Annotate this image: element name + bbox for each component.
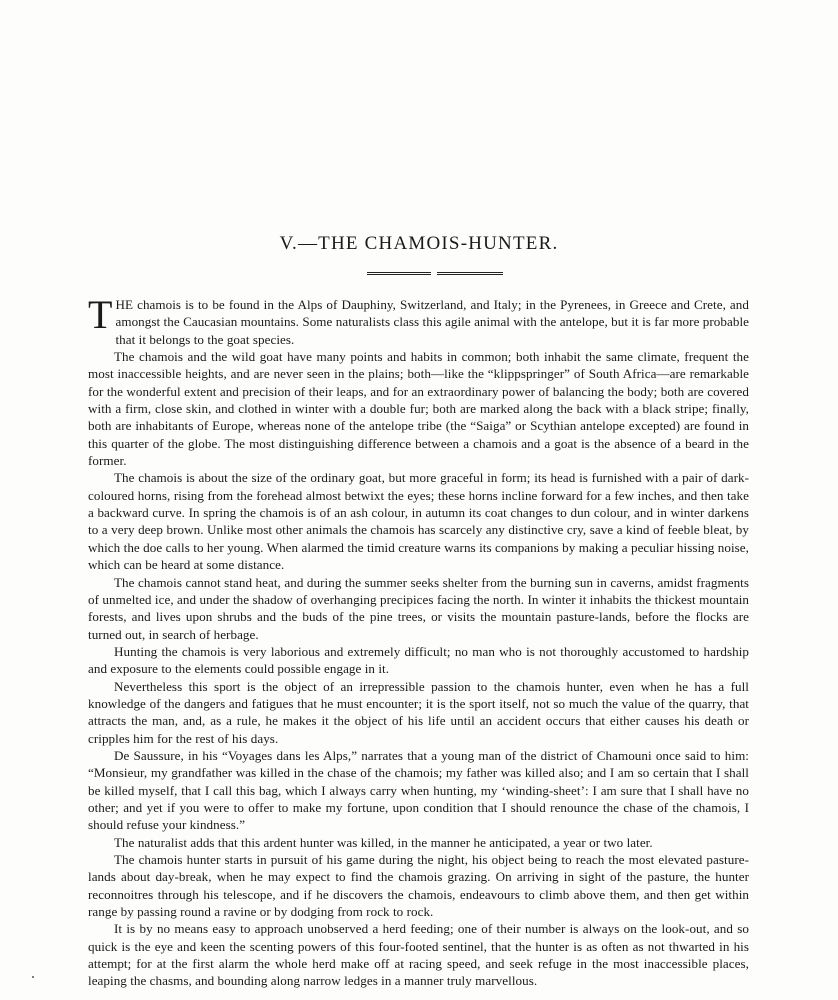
paragraph-10: It is by no means easy to approach unobserved a herd feeding; one of their number is always on the look-out, and so quick is the eye and keen the scenting powers of this four-footed sentinel, that the hunter is as often as not thwarted in his attempt; for at the first alarm the whole herd make off at racing speed, and seek refuge in the most inaccessible places, leaping the chasms, and bounding along narrow ledges in a manner truly marvellous. bbox=[88, 921, 749, 989]
paragraph-7: De Saussure, in his “Voyages dans les Alps,” narrates that a young man of the district of Chamouni once said to him: “Monsieur, my grandfather was killed in the chase of the chamois; my father was killed also; and I am so certain that I shall be killed myself, that I call this bag, which I always carry when hunting, my ‘winding-sheet’: I am sure that I shall have no other; and yet if you were to offer to make my fortune, upon condition that I should renounce the chase of the chamois, I should refuse your kindness.” bbox=[88, 747, 749, 833]
paragraph-2: The chamois and the wild goat have many points and habits in common; both inhabit the same climate, frequent the most inaccessible heights, and are never seen in the plains; both—like the “klippspringer” of South Africa—are remarkable for the wonderful extent and precision of their leaps, and for an extraordinary power of balancing the body; both are covered with a firm, close skin, and clothed in winter with a double fur; both are marked along the back with a black stripe; finally, both are inhabitants of Europe, whereas none of the antelope tribe (the “Saiga” or Scythian antelope excepted) are found in this quarter of the globe. The most distinguishing difference between a chamois and a goat is the absence of a beard in the former. bbox=[88, 349, 749, 469]
chapter-title: V.—THE CHAMOIS-HUNTER. bbox=[279, 233, 559, 254]
paragraph-1-text: HE chamois is to be found in the Alps of Dauphiny, Switzerland, and Italy; in the Pyrenees, in Greece and Crete, and amongst the Caucasian mountains. Some naturalists class this agile animal with the antelope, but it is far more probable that it belongs to the goat species. bbox=[115, 297, 749, 347]
print-speck bbox=[32, 976, 34, 978]
chapter-body bbox=[88, 292, 749, 990]
paragraph-6: Nevertheless this sport is the object of an irrepressible passion to the chamois hunter, even when he has a full knowledge of the dangers and fatigues that he must encounter; it is the sport itself, not so much the value of the quarry, that attracts the man, and, as a rule, he makes it the object of his life until an accident occurs that either causes his death or cripples him for the rest of his days. bbox=[88, 678, 749, 746]
title-divider-rule bbox=[367, 272, 503, 273]
paragraph-4: The chamois cannot stand heat, and during the summer seeks shelter from the burning sun in caverns, amidst fragments of unmelted ice, and under the shadow of overhanging precipices facing the north. In winter it inhabits the thickest mountain forests, and lives upon shrubs and the buds of the pine trees, or visits the mountain pasture-lands, before the flocks are turned out, in search of herbage. bbox=[88, 574, 749, 642]
paragraph-9: The chamois hunter starts in pursuit of his game during the night, his object being to reach the most elevated pasture-lands about day-break, when he may expect to find the chamois grazing. On arriving in sight of the pasture, the hunter reconnoitres through his telescope, and if he discovers the chamois, endeavours to climb above them, and then get within range by passing round a ravine or by dodging from rock to rock. bbox=[88, 852, 749, 920]
paragraph-8: The naturalist adds that this ardent hunter was killed, in the manner he anticipated, a year or two later. bbox=[114, 834, 653, 850]
paragraph-5: Hunting the chamois is very laborious and extremely difficult; no man who is not thoroughly accustomed to hardship and exposure to the elements could possible engage in it. bbox=[88, 643, 749, 677]
paragraph-3: The chamois is about the size of the ordinary goat, but more graceful in form; its head is furnished with a pair of dark-coloured horns, rising from the forehead almost betwixt the eyes; these horns incline forward for a few inches, and then take a backward curve. In spring the chamois is of an ash colour, in autumn its coat changes to dun colour, and in winter darkens to a very deep brown. Unlike most other animals the chamois has scarcely any distinctive cry, save a kind of feeble bleat, by which the doe calls to her young. When alarmed the timid creature warns its companions by making a peculiar hissing noise, which can be heard at some distance. bbox=[88, 470, 749, 573]
drop-cap-initial: T bbox=[88, 292, 113, 337]
paragraph-1 bbox=[88, 292, 749, 348]
